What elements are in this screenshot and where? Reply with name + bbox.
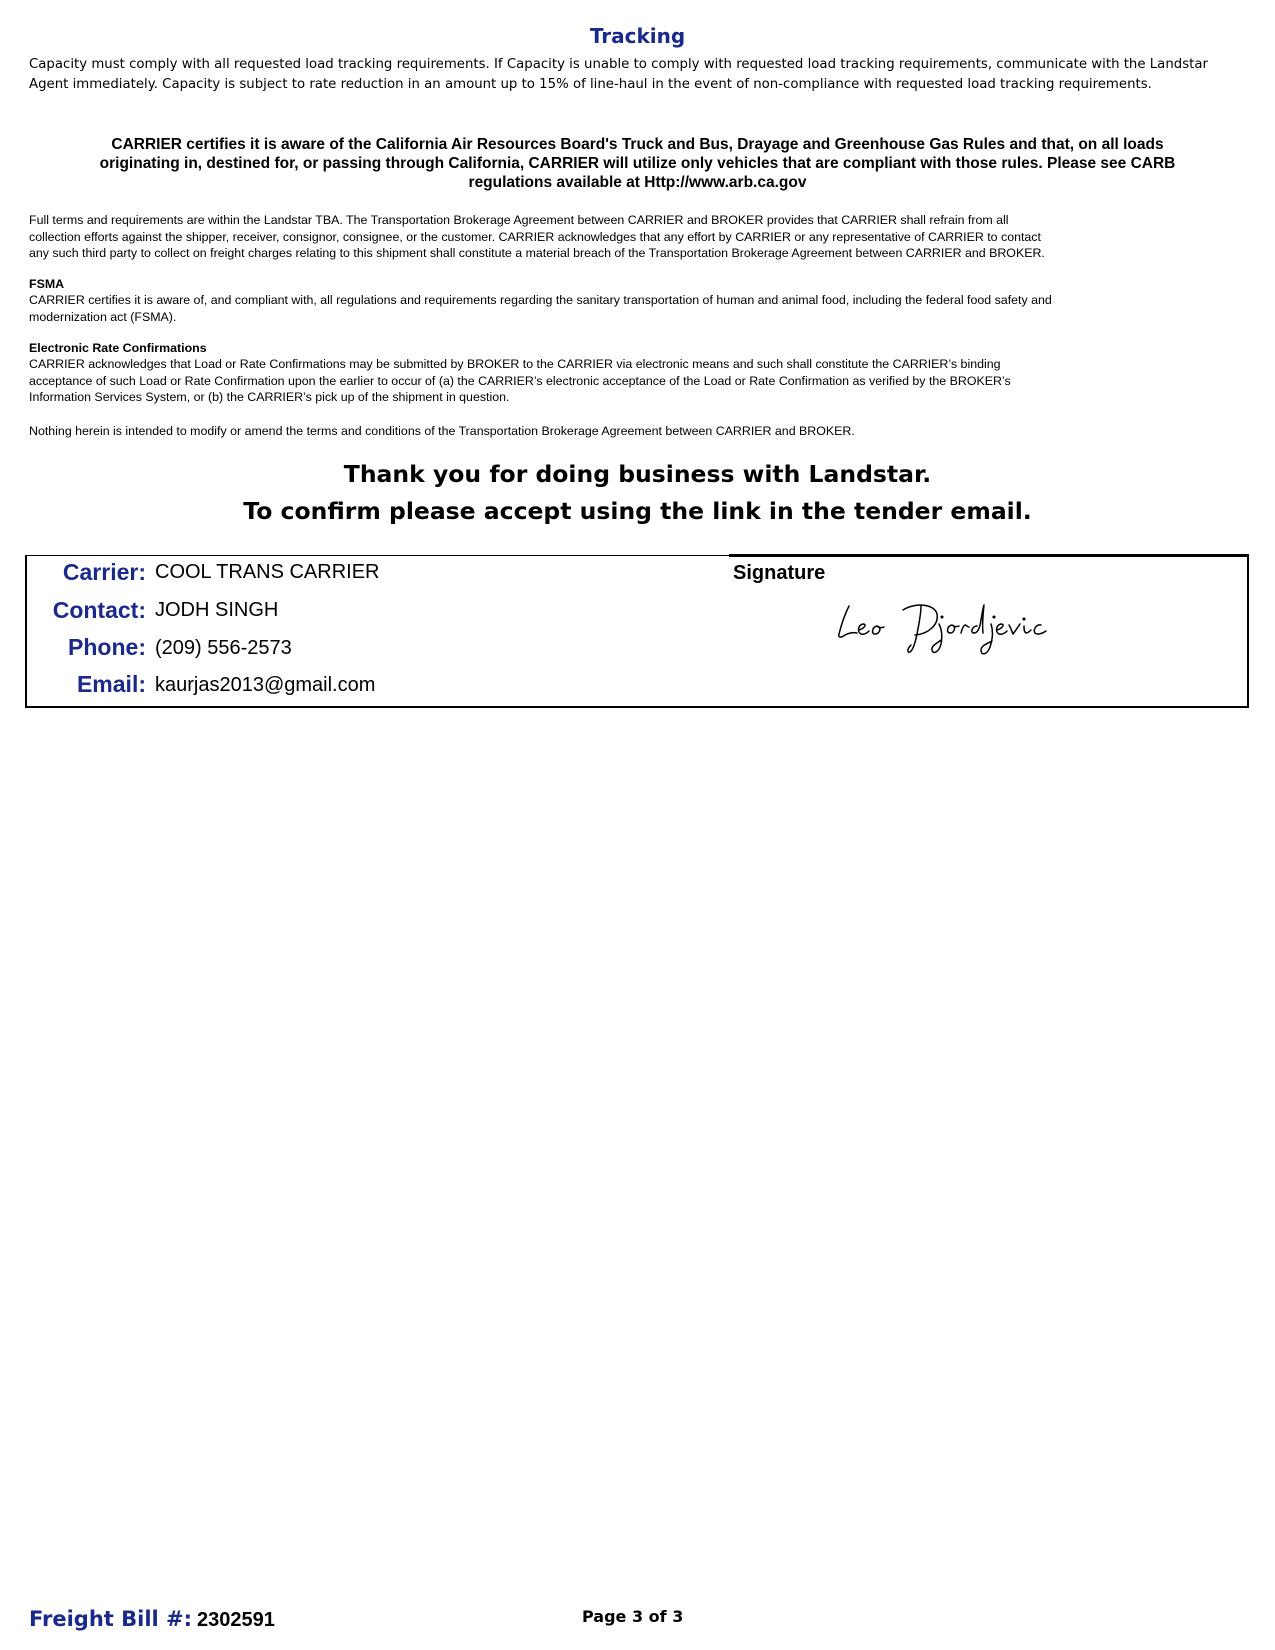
fsma-line: CARRIER certifies it is aware of, and compliant with, all regulations and requirements regarding the sanitary transportation of human and animal food, including the federal food safety and (29, 293, 1052, 307)
freight-bill-label: Freight Bill #: (29, 1607, 193, 1631)
signature-label: Signature (733, 562, 826, 584)
tracking-line: Capacity must comply with all requested load tracking requirements. If Capacity is unable to comply with requested load tracking requirements, communicate with the Landstar (29, 57, 1208, 72)
erc-line: Information Services System, or (b) the CARRIER’s pick up of the shipment in question. (29, 390, 510, 404)
confirm-instruction-line: To confirm please accept using the link in the tender email. (243, 497, 1032, 525)
carrier-label: Carrier: (62, 559, 146, 585)
terms-line: Full terms and requirements are within the Landstar TBA. The Transportation Brokerage Agreement between CARRIER and BROKER provides that CARRIER shall refrain from all (29, 213, 1009, 227)
handwritten-signature (835, 600, 1085, 660)
page-indicator: Page 3 of 3 (582, 1607, 684, 1626)
erc-heading: Electronic Rate Confirmations (29, 341, 207, 355)
terms-line: any such third party to collect on freight charges relating to this shipment shall constitute a material breach of the Transportation Brokerage Agreement between CARRIER and BROKER. (29, 246, 1045, 260)
erc-line: acceptance of such Load or Rate Confirmation upon the earlier to occur of (a) the CARRIER’s electronic acceptance of the Load or Rate Confirmation as verified by the BROKER’s (29, 373, 1011, 388)
terms-line: collection efforts against the shipper, receiver, consignor, consignee, or the customer. CARRIER acknowledges that any effort by CARRIER or any representative of CARRIER to contact (29, 229, 1041, 244)
contact-label: Contact: (52, 597, 146, 623)
carb-line: originating in, destined for, or passing through California, CARRIER will utilize only vehicles that are compliant with those rules. Please see CARB (99, 155, 1176, 172)
email-value: kaurjas2013@gmail.com (155, 674, 376, 696)
thank-you-line: Thank you for doing business with Landstar. (343, 460, 932, 488)
tracking-heading: Tracking (589, 24, 686, 48)
carb-line: regulations available at Http://www.arb.ca.gov (468, 174, 807, 191)
carb-notice (30, 135, 1245, 192)
tracking-line: Agent immediately. Capacity is subject to rate reduction in an amount up to 15% of line-haul in the event of non-compliance with requested load tracking requirements. (29, 77, 1152, 92)
fsma-heading: FSMA (29, 277, 65, 291)
email-label: Email: (76, 671, 146, 697)
phone-value: (209) 556-2573 (155, 637, 292, 659)
carb-line: CARRIER certifies it is aware of the California Air Resources Board's Truck and Bus, Drayage and Greenhouse Gas Rules and that, on all loads (111, 136, 1164, 153)
erc-line: CARRIER acknowledges that Load or Rate Confirmations may be submitted by BROKER to the CARRIER via electronic means and such shall constitute the CARRIER’s binding (29, 357, 1001, 371)
freight-bill-number: 2302591 (197, 1609, 275, 1631)
carrier-value: COOL TRANS CARRIER (155, 561, 380, 583)
nothing-herein-paragraph: Nothing herein is intended to modify or amend the terms and conditions of the Transportation Brokerage Agreement between CARRIER and BROKER. (29, 424, 855, 438)
terms-paragraph (29, 212, 1254, 262)
tracking-paragraph (29, 55, 1254, 95)
phone-label: Phone: (68, 634, 146, 660)
thank-you-message (0, 456, 1275, 530)
fsma-paragraph (29, 292, 1254, 325)
fsma-line: modernization act (FSMA). (29, 309, 177, 324)
box-top-border-thick (729, 554, 1249, 557)
contact-value: JODH SINGH (155, 599, 279, 621)
box-top-border (25, 555, 730, 556)
erc-paragraph (29, 356, 1254, 406)
